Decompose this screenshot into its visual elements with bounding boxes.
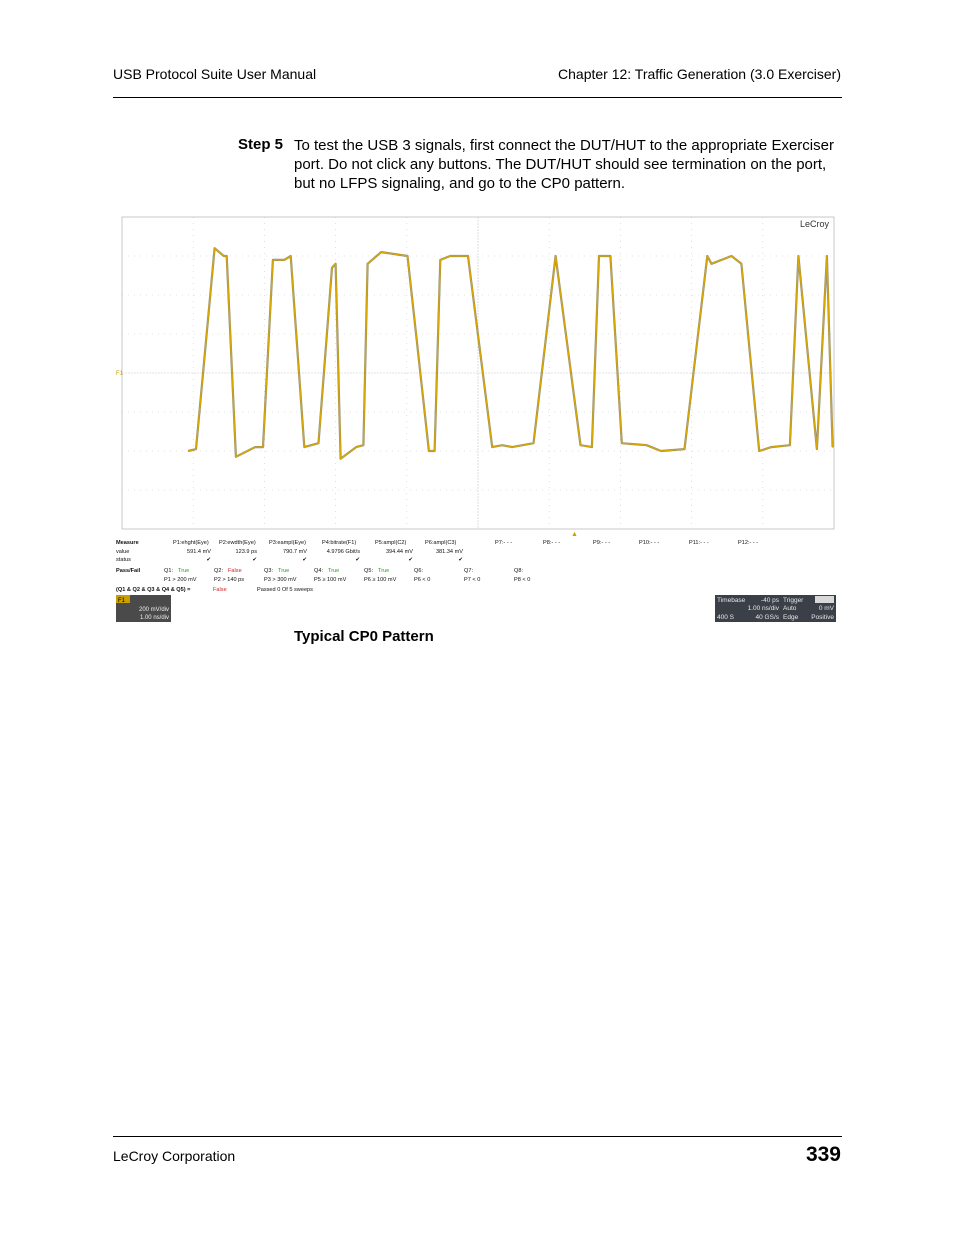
waveform-point: [555, 255, 556, 256]
trigger-slope: Positive: [811, 614, 834, 621]
param-value: 123.9 ps: [235, 549, 257, 555]
waveform-point: [731, 255, 732, 256]
waveform-point: [318, 443, 319, 444]
waveform-point: [816, 449, 817, 450]
param-name: P7:- - -: [495, 540, 513, 546]
param-status-check: ✔: [458, 557, 463, 563]
param-name: P1:ehght(Eye): [173, 540, 209, 546]
param-name: P10:- - -: [639, 540, 660, 546]
qualifier-result: True: [278, 568, 290, 574]
value-row-label: value: [116, 549, 130, 555]
trigger-label: Trigger: [783, 597, 804, 604]
qualifier-condition: P1 > 200 mV: [164, 577, 197, 583]
param-name: P8:- - -: [543, 540, 561, 546]
waveform-point: [502, 445, 503, 446]
waveform-point: [580, 445, 581, 446]
param-value: 4.9796 Gbit/s: [326, 549, 360, 555]
waveform-point: [262, 447, 263, 448]
waveform-point: [707, 255, 708, 256]
header-manual-title: USB Protocol Suite User Manual: [113, 66, 317, 82]
waveform-point: [356, 447, 357, 448]
timebase-samples: 400 S: [717, 614, 734, 621]
oscilloscope-screenshot: [113, 215, 839, 623]
qualifier-result: False: [228, 568, 242, 574]
channel-descriptor: [116, 595, 171, 622]
qualifier-label: Q5:: [364, 568, 374, 574]
trigger-status-box: [815, 596, 834, 603]
param-value: 591.4 mV: [187, 549, 211, 555]
qualifier-label: Q8:: [514, 568, 524, 574]
param-name: P6:ampl(C3): [425, 540, 457, 546]
waveform-point: [440, 259, 441, 260]
timebase-descriptor: [715, 595, 781, 622]
waveform-point: [741, 263, 742, 264]
waveform-point: [340, 458, 341, 459]
qualifier-label: Q3:: [264, 568, 274, 574]
qualifier-condition: P6 < 0: [414, 577, 431, 583]
waveform-point: [789, 445, 790, 446]
status-row-label: status: [116, 557, 131, 563]
waveform-point: [195, 449, 196, 450]
qualifier-label: Q1:: [164, 568, 174, 574]
summary-result: False: [213, 587, 227, 593]
qualifier-label: Q4:: [314, 568, 324, 574]
qualifier-result: True: [328, 568, 340, 574]
qualifier-condition: P6 ≥ 100 mV: [364, 577, 397, 583]
header-rule: [113, 97, 842, 98]
waveform-point: [381, 252, 382, 253]
param-status-check: ✔: [408, 557, 413, 563]
footer-company: LeCroy Corporation: [113, 1148, 236, 1164]
waveform-point: [235, 456, 236, 457]
timebase-label: Timebase: [717, 597, 746, 604]
channel-vdiv: 200 mV/div: [138, 607, 169, 613]
qualifier-label: Q6:: [414, 568, 424, 574]
footer-rule: [113, 1136, 842, 1137]
param-status-check: ✔: [206, 557, 211, 563]
waveform-point: [223, 255, 224, 256]
qualifier-condition: P7 < 0: [464, 577, 481, 583]
qualifier-condition: P2 > 140 ps: [214, 577, 245, 583]
timebase-offset: -40 ps: [760, 597, 779, 604]
waveform-point: [255, 447, 256, 448]
channel-label: F1: [118, 598, 126, 604]
waveform-point: [646, 445, 647, 446]
trigger-level: 0 mV: [818, 605, 834, 612]
header-chapter-title: Chapter 12: Traffic Generation (3.0 Exerciser): [558, 66, 841, 82]
qualifier-result: True: [178, 568, 190, 574]
param-name: P2:ewdth(Eye): [219, 540, 256, 546]
qualifier-condition: P8 < 0: [514, 577, 531, 583]
waveform-point: [533, 443, 534, 444]
param-status-check: ✔: [355, 557, 360, 563]
param-status-check: ✔: [302, 557, 307, 563]
waveform-point: [621, 443, 622, 444]
waveform-point: [226, 255, 227, 256]
lecroy-brand: LeCroy: [799, 219, 829, 229]
waveform-point: [759, 450, 760, 451]
waveform-point: [450, 255, 451, 256]
oscilloscope-figure: [113, 215, 839, 623]
waveform-point: [467, 255, 468, 256]
waveform-point: [598, 255, 599, 256]
step-label: Step 5: [238, 136, 284, 153]
param-name: P5:ampl(C2): [375, 540, 407, 546]
page-number: 339: [805, 1143, 841, 1166]
waveform-point: [331, 267, 332, 268]
waveform-point: [284, 259, 285, 260]
step-text: To test the USB 3 signals, first connect the DUT/HUT to the appropriate Exerciser port. Do not click any buttons. The DUT/HUT should see termination on the port, but no LFPS signaling, and go to the CP0 pattern.: [294, 137, 834, 192]
waveform-point: [304, 447, 305, 448]
qualifier-label: Q7:: [464, 568, 474, 574]
qualifier-label: Q2:: [214, 568, 224, 574]
waveform-point: [214, 248, 215, 249]
passfail-label: Pass/Fail: [116, 568, 141, 574]
waveform-point: [428, 450, 429, 451]
channel-marker: F1: [116, 371, 124, 377]
param-name: P12:- - -: [738, 540, 759, 546]
qualifier-result: True: [378, 568, 390, 574]
waveform-point: [434, 450, 435, 451]
param-value: 790.7 mV: [283, 549, 307, 555]
summary-expression: (Q1 & Q2 & Q3 & Q4 & Q5) =: [116, 587, 191, 593]
waveform-point: [798, 255, 799, 256]
waveform-point: [684, 449, 685, 450]
waveform-point: [407, 255, 408, 256]
waveform-point: [188, 450, 189, 451]
summary-passed: Passed 0 Of 5 sweeps: [257, 587, 313, 593]
trigger-mode: Auto: [783, 605, 797, 612]
qualifier-condition: P5 ≥ 100 mV: [314, 577, 347, 583]
waveform-point: [711, 263, 712, 264]
timebase-rate: 40 GS/s: [755, 614, 779, 621]
timebase-tdiv: 1.00 ns/div: [747, 605, 779, 612]
waveform-point: [771, 447, 772, 448]
waveform-point: [610, 255, 611, 256]
waveform-point: [290, 255, 291, 256]
param-name: P9:- - -: [593, 540, 611, 546]
param-value: 381.34 mV: [435, 549, 463, 555]
trigger-type: Edge: [783, 614, 799, 621]
figure-caption: Typical CP0 Pattern: [294, 628, 434, 645]
trigger-descriptor: [781, 595, 836, 622]
param-name: P11:- - -: [689, 540, 709, 546]
waveform-point: [826, 255, 827, 256]
param-name: P4:bitrate(F1): [322, 540, 357, 546]
qualifier-condition: P3 > 300 mV: [264, 577, 297, 583]
trigger-marker: ▲: [571, 531, 578, 538]
param-status-check: ✔: [252, 557, 257, 563]
waveform-point: [363, 445, 364, 446]
waveform-point: [492, 447, 493, 448]
waveform-point: [367, 263, 368, 264]
measure-label: Measure: [116, 540, 139, 546]
waveform-point: [832, 447, 833, 448]
waveform-point: [272, 259, 273, 260]
waveform-point: [335, 263, 336, 264]
waveform-point: [591, 447, 592, 448]
waveform-point: [660, 450, 661, 451]
param-value: 394.44 mV: [385, 549, 413, 555]
param-name: P3:eampl(Eye): [269, 540, 306, 546]
scope-background: [113, 215, 839, 623]
channel-tdiv: 1.00 ns/div: [139, 615, 169, 621]
waveform-point: [512, 447, 513, 448]
